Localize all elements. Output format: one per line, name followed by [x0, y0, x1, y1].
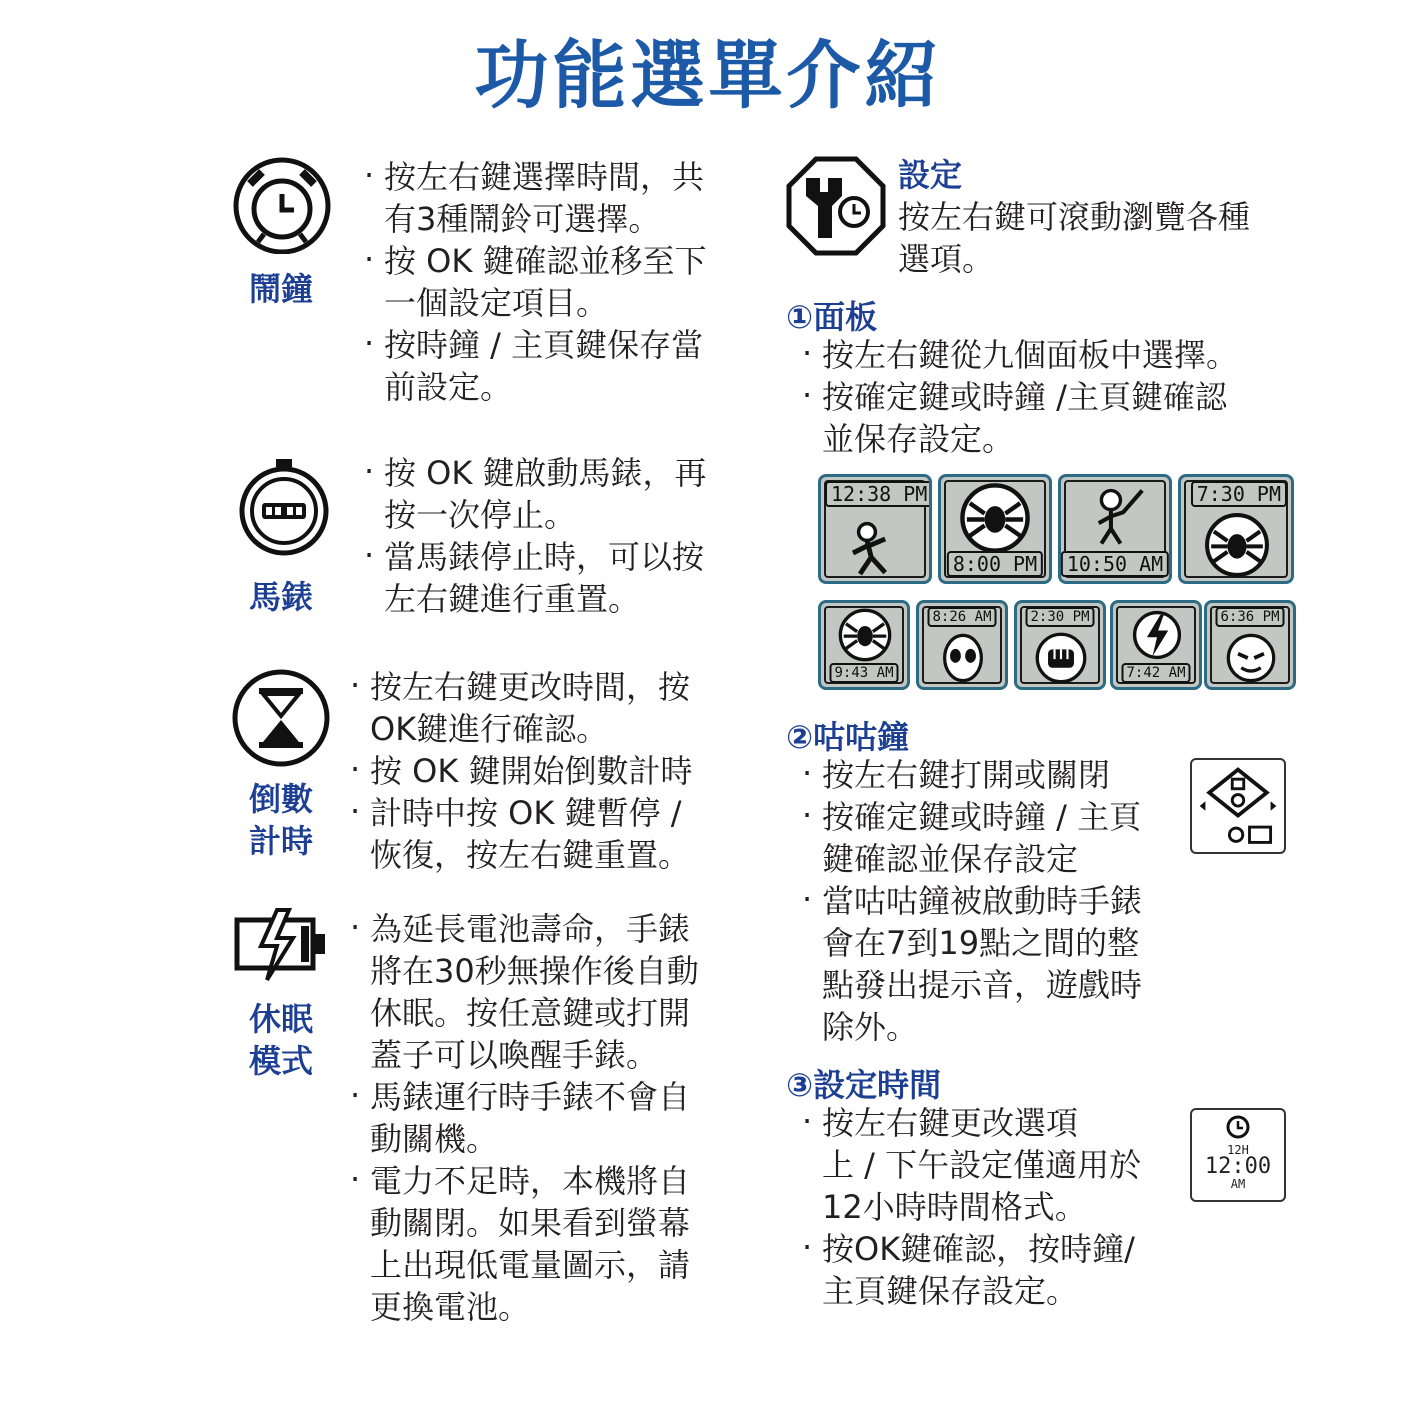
watch-face-time: 9:43 AM — [829, 663, 898, 683]
watch-face-time: 10:50 AM — [1061, 551, 1169, 577]
settime-list — [802, 1102, 1141, 1312]
battery-lightning-icon — [231, 904, 331, 984]
list-item: · 按確定鍵或時鐘 / 主頁 鍵確認並保存設定 — [802, 796, 1142, 880]
watch-face-time: 2:30 PM — [1025, 607, 1094, 627]
clock-12h-ampm: AM — [1230, 1177, 1246, 1191]
watch-face — [916, 600, 1008, 690]
list-item: · 電力不足時，本機將自 動關閉。如果看到螢幕 上出現低電量圖示，請 更換電池。 — [350, 1160, 699, 1328]
panel-heading: ①面板 — [786, 298, 878, 336]
lightning-emblem-icon — [1129, 607, 1185, 663]
cuckoo-heading: ②咕咕鐘 — [786, 718, 910, 756]
cuckoo-list — [802, 754, 1142, 1048]
list-item: · 按左右鍵從九個面板中選擇。 — [802, 334, 1238, 376]
watch-face — [1204, 600, 1296, 690]
list-item: · 按左右鍵更改時間，按 OK鍵進行確認。 — [350, 666, 693, 750]
panel-list — [802, 334, 1238, 460]
watch-face-time: 7:30 PM — [1191, 481, 1287, 507]
watch-face-time: 12:38 PM — [825, 481, 932, 507]
list-item: · 按左右鍵更改選項 上 / 下午設定僅適用於 12小時時間格式。 — [802, 1102, 1141, 1228]
list-item: · 按 OK 鍵開始倒數計時 — [350, 750, 693, 792]
list-item: · 按確定鍵或時鐘 /主頁鍵確認 並保存設定。 — [802, 376, 1238, 460]
spider-gwen-icon — [1081, 481, 1149, 549]
list-item: · 馬錶運行時手錶不會自 動關機。 — [350, 1076, 699, 1160]
villain-face-icon — [1224, 631, 1278, 685]
list-item: · 按左右鍵打開或關閉 — [802, 754, 1142, 796]
stopwatch-label: 馬錶 — [248, 578, 313, 616]
clock-icon — [1225, 1114, 1251, 1140]
list-item: · 計時中按 OK 鍵暫停 / 恢復，按左右鍵重置。 — [350, 792, 693, 876]
watch-face-time: 8:00 PM — [947, 551, 1043, 577]
fist-icon — [1034, 631, 1088, 685]
spider-emblem-icon — [837, 607, 893, 663]
stopwatch-icon — [234, 457, 334, 557]
watch-face-time: 8:26 AM — [927, 607, 996, 627]
watch-face — [1110, 600, 1202, 690]
list-item: · 為延長電池壽命，手錶 將在30秒無操作後自動 休眠。按任意鍵或打開 蓋子可以喚醒手錶。 — [350, 908, 699, 1076]
wrench-clock-icon — [786, 156, 886, 256]
countdown-label: 倒數 計時 — [248, 780, 313, 860]
clock-12h-time: 12:00 — [1204, 1154, 1272, 1179]
clock-12h-format: 12H — [1227, 1143, 1249, 1157]
list-item: · 當馬錶停止時，可以按 左右鍵進行重置。 — [364, 536, 707, 620]
watch-face — [1058, 474, 1172, 584]
list-item: · 按 OK 鍵確認並移至下 一個設定項目。 — [364, 240, 707, 324]
list-item: · 按時鐘 / 主頁鍵保存當 前設定。 — [364, 324, 707, 408]
settings-heading: 設定 — [898, 156, 963, 194]
sleep-label: 休眠 模式 — [248, 1000, 313, 1080]
list-item: · 按左右鍵選擇時間，共 有3種鬧鈴可選擇。 — [364, 156, 707, 240]
watch-face — [1178, 474, 1294, 584]
spider-mask-icon — [936, 631, 990, 685]
spiderman-running-icon — [839, 511, 909, 581]
watch-face-time: 7:42 AM — [1121, 663, 1190, 683]
alarm-label: 鬧鐘 — [248, 270, 313, 308]
settings-text: 按左右鍵可滾動瀏覽各種 選項。 — [898, 198, 1251, 278]
watch-face — [1014, 600, 1106, 690]
watch-face-time: 6:36 PM — [1215, 607, 1284, 627]
list-item: · 按 OK 鍵啟動馬錶，再 按一次停止。 — [364, 452, 707, 536]
spider-emblem-icon — [1203, 511, 1271, 579]
alarm-list — [364, 156, 707, 408]
settime-heading: ③設定時間 — [786, 1066, 942, 1104]
page-title: 功能選單介紹 — [474, 33, 943, 119]
list-item: · 按OK鍵確認，按時鐘/ 主頁鍵保存設定。 — [802, 1228, 1141, 1312]
hourglass-icon — [231, 668, 331, 768]
countdown-list — [350, 666, 693, 876]
watch-face — [818, 600, 910, 690]
clock-12h-icon — [1190, 1108, 1286, 1202]
spider-emblem-icon — [958, 481, 1032, 555]
sleep-list — [350, 908, 699, 1328]
watch-face — [938, 474, 1052, 584]
cuckoo-house-icon — [1190, 758, 1286, 854]
list-item: · 當咕咕鐘被啟動時手錶 會在7到19點之間的整 點發出提示音，遊戲時 除外。 — [802, 880, 1142, 1048]
watch-face — [818, 474, 932, 584]
alarm-clock-icon — [232, 154, 332, 254]
stopwatch-list — [364, 452, 707, 620]
